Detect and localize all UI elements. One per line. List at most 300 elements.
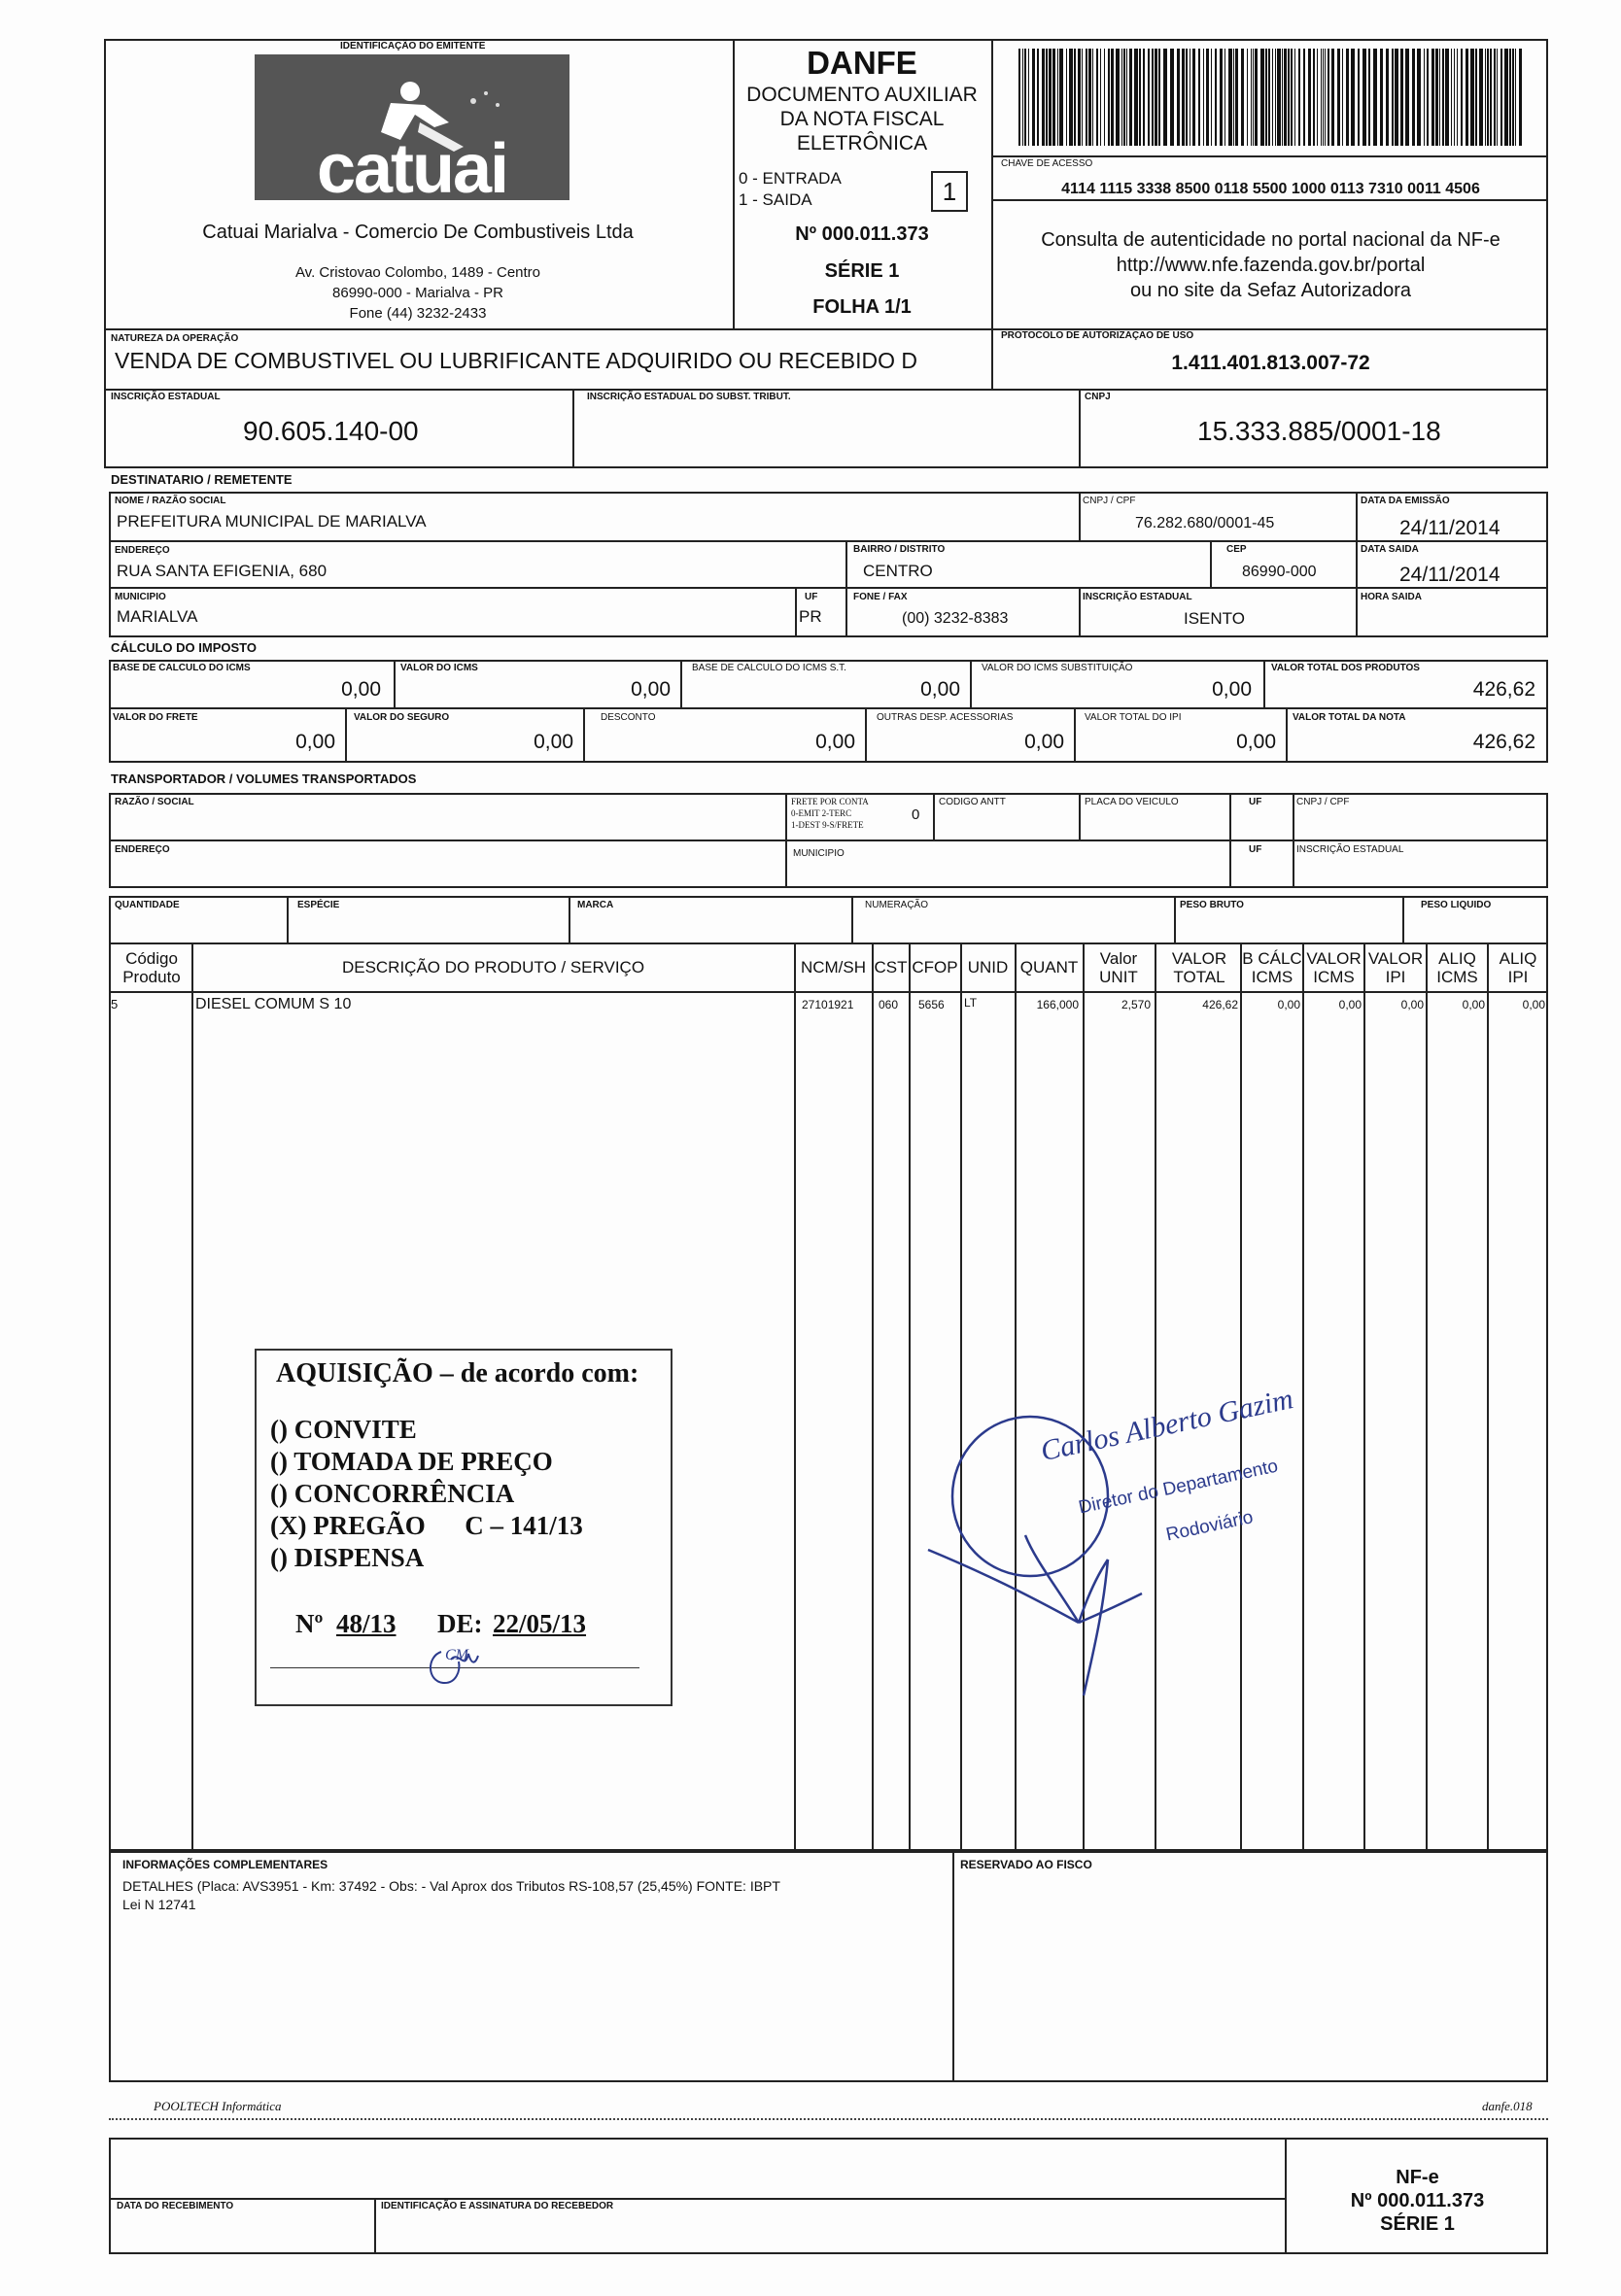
signature-name: Carlos Alberto Gazim	[1038, 1383, 1296, 1468]
barcode-bar	[1018, 49, 1020, 146]
divider	[1363, 942, 1365, 1851]
barcode-bar	[1346, 49, 1349, 146]
desconto-label: DESCONTO	[601, 712, 656, 723]
divider	[1079, 793, 1081, 840]
barcode-bar	[1148, 49, 1150, 146]
barcode-bar	[1395, 49, 1398, 146]
divider	[583, 707, 585, 763]
barcode-bar	[1515, 49, 1516, 146]
quantidade-label: QUANTIDADE	[115, 900, 180, 910]
barcode-bar	[1485, 49, 1486, 146]
stamp-option-convite: () CONVITE	[270, 1415, 417, 1444]
total-nota: 426,62	[1472, 731, 1535, 753]
barcode-bar	[1177, 49, 1180, 146]
barcode-bar	[1457, 49, 1458, 146]
barcode-bar	[1088, 49, 1091, 146]
emitente-phone: Fone (44) 3232-2433	[349, 305, 487, 322]
barcode-bar	[1431, 49, 1434, 146]
barcode-bar	[1134, 49, 1138, 146]
consulta-line-1: Consulta de autenticidade no portal nacional da NF-e	[1041, 229, 1500, 251]
frete-label: VALOR DO FRETE	[113, 712, 198, 723]
divider	[845, 587, 847, 637]
barcode-bar	[1351, 49, 1355, 146]
barcode-bar	[1337, 49, 1340, 146]
stamp-data: 22/05/13	[493, 1609, 587, 1638]
emitente-name: Catuai Marialva - Comercio De Combustiveis Ltda	[202, 222, 634, 243]
col-header-cfop: CFOP	[912, 958, 958, 977]
barcode-bar	[1082, 49, 1083, 146]
emitente-label: IDENTIFICAÇÃO DO EMITENTE	[340, 41, 486, 51]
divider	[785, 793, 787, 888]
barcode-bar	[1186, 49, 1188, 146]
barcode-bar	[1331, 49, 1334, 146]
cell-valor-ipi: 0,00	[1400, 998, 1424, 1011]
barcode-bar	[1466, 49, 1468, 146]
barcode-bar	[1504, 49, 1508, 146]
barcode-bar	[1215, 49, 1217, 146]
col-header-bc-icms: B CÁLC ICMS	[1242, 949, 1302, 986]
barcode-bar	[1291, 49, 1293, 146]
barcode-bar	[1445, 49, 1449, 146]
barcode-bar	[1121, 49, 1122, 146]
col-header-ncm: NCM/SH	[800, 958, 867, 977]
barcode-bar	[1163, 49, 1167, 146]
dest-ie-label: INSCRIÇÃO ESTADUAL	[1083, 592, 1192, 602]
divider	[680, 660, 682, 707]
frete-value: 0	[912, 806, 920, 823]
barcode-bar	[1454, 49, 1455, 146]
stamp-option-dispensa: () DISPENSA	[270, 1543, 425, 1572]
cell-aliq-ipi: 0,00	[1522, 998, 1545, 1011]
danfe-subtitle-2: DA NOTA FISCAL	[779, 108, 945, 130]
outras: 0,00	[1024, 731, 1064, 753]
total-produtos-label: VALOR TOTAL DOS PRODUTOS	[1271, 663, 1420, 673]
canhoto-nfe: NF-e	[1396, 2167, 1439, 2188]
divider	[1174, 896, 1176, 944]
cell-aliq-icms: 0,00	[1462, 998, 1485, 1011]
barcode-bar	[1275, 49, 1276, 146]
danfe-subtitle-3: ELETRÔNICA	[796, 132, 928, 154]
protocolo-label: PROTOCOLO DE AUTORIZAÇAO DE USO	[1001, 330, 1194, 341]
divider	[374, 2198, 376, 2254]
divider	[872, 942, 874, 1851]
dest-uf-label: UF	[805, 592, 818, 602]
barcode-bar	[1272, 49, 1273, 146]
barcode-bar	[1328, 49, 1329, 146]
barcode-bar	[1342, 49, 1343, 146]
dest-municipio-label: MUNICIPIO	[115, 592, 166, 602]
dest-emissao-label: DATA DA EMISSÃO	[1361, 496, 1450, 506]
transp-uf2-label: UF	[1249, 844, 1262, 855]
barcode-bar	[1143, 49, 1145, 146]
barcode-bar	[1512, 49, 1514, 146]
base-icms-label: BASE DE CALCULO DO ICMS	[113, 663, 251, 673]
barcode-bar	[1490, 49, 1492, 146]
natureza-label: NATUREZA DA OPERAÇÃO	[111, 333, 239, 344]
barcode-bar	[1224, 49, 1225, 146]
barcode-bar	[1519, 49, 1522, 146]
cell-valor-unit: 2,570	[1121, 998, 1151, 1011]
desconto: 0,00	[815, 731, 855, 753]
col-header-codigo: Código Produto	[122, 949, 181, 986]
divider	[1293, 793, 1294, 888]
total-produtos: 426,62	[1472, 678, 1535, 701]
peso-liquido-label: PESO LIQUIDO	[1421, 900, 1492, 910]
divider	[845, 540, 847, 587]
col-header-descricao: DESCRIÇÃO DO PRODUTO / SERVIÇO	[341, 958, 645, 977]
divider	[1402, 896, 1404, 944]
divider	[991, 199, 1548, 201]
barcode-bar	[1303, 49, 1305, 146]
barcode-bar	[1235, 49, 1238, 146]
danfe-folha: FOLHA 1/1	[812, 296, 912, 318]
stamp-numero-prefix: Nº	[295, 1609, 324, 1638]
cell-valor-total: 426,62	[1202, 998, 1238, 1011]
barcode-bar	[1500, 49, 1502, 146]
placa-label: PLACA DO VEICULO	[1085, 797, 1179, 807]
cell-cst: 060	[879, 998, 899, 1011]
danfe-subtitle-1: DOCUMENTO AUXILIAR	[746, 84, 978, 106]
ie-label: INSCRIÇÃO ESTADUAL	[111, 392, 221, 402]
chave-label: CHAVE DE ACESSO	[1001, 158, 1093, 169]
barcode-bar	[1277, 49, 1281, 146]
divider	[970, 660, 972, 707]
barcode-bar	[1241, 49, 1244, 146]
barcode-bar	[1228, 49, 1232, 146]
valor-icms: 0,00	[631, 678, 671, 701]
divider	[865, 707, 867, 763]
seguro-label: VALOR DO SEGURO	[354, 712, 450, 723]
barcode-bar	[1265, 49, 1267, 146]
cell-bc-icms: 0,00	[1277, 998, 1300, 1011]
barcode-bar	[1152, 49, 1154, 146]
barcode-bar	[1479, 49, 1483, 146]
col-header-aliq-ipi: ALIQ IPI	[1499, 949, 1537, 986]
barcode-bar	[1139, 49, 1141, 146]
barcode-bar	[1494, 49, 1496, 146]
cell-valor-icms: 0,00	[1338, 998, 1362, 1011]
destinatario-section: DESTINATARIO / REMETENTE	[111, 472, 293, 487]
barcode-bar	[1126, 49, 1127, 146]
frete-line-2: 0-EMIT 2-TERC	[791, 808, 852, 818]
barcode-bar	[1042, 49, 1045, 146]
barcode-bar	[1427, 49, 1429, 146]
barcode-bar	[1123, 49, 1125, 146]
barcode-bar	[1104, 49, 1105, 146]
barcode-bar	[1475, 49, 1477, 146]
barcode-bar	[1424, 49, 1425, 146]
barcode-bar	[1108, 49, 1110, 146]
barcode-bar	[1059, 49, 1063, 146]
col-header-valor-unit: Valor UNIT	[1099, 949, 1138, 986]
barcode-bar	[1268, 49, 1270, 146]
barcode-bar	[1251, 49, 1252, 146]
danfe-numero: Nº 000.011.373	[795, 223, 929, 245]
frete: 0,00	[295, 731, 335, 753]
outras-label: OUTRAS DESP. ACESSORIAS	[877, 712, 1014, 723]
barcode-bar	[1362, 49, 1366, 146]
cell-descricao: DIESEL COMUM S 10	[195, 996, 352, 1012]
barcode-bar	[1317, 49, 1318, 146]
col-header-valor-ipi: VALOR IPI	[1367, 949, 1424, 986]
divider	[109, 840, 1548, 841]
cell-ncm: 27101921	[802, 998, 854, 1011]
barcode-bar	[1461, 49, 1463, 146]
consulta-line-2: http://www.nfe.fazenda.gov.br/portal	[1116, 255, 1426, 276]
barcode-bar	[1417, 49, 1421, 146]
barcode-bar	[1412, 49, 1415, 146]
transp-uf-label: UF	[1249, 797, 1262, 807]
dest-ie: ISENTO	[1184, 609, 1245, 628]
barcode-bar	[1198, 49, 1200, 146]
ie-value: 90.605.140-00	[243, 416, 419, 446]
divider	[1229, 793, 1231, 888]
barcode-bar	[1182, 49, 1185, 146]
peso-bruto-label: PESO BRUTO	[1180, 900, 1244, 910]
base-st: 0,00	[920, 678, 960, 701]
danfe-tipo: 1	[931, 171, 968, 212]
barcode-bar	[1096, 49, 1098, 146]
barcode-bar	[1155, 49, 1157, 146]
barcode-bar	[1392, 49, 1394, 146]
iest-label: INSCRIÇÃO ESTADUAL DO SUBST. TRIBUT.	[587, 392, 791, 402]
barcode-bar	[1192, 49, 1195, 146]
barcode-bar	[1203, 49, 1204, 146]
imposto-section: CÁLCULO DO IMPOSTO	[111, 640, 257, 655]
barcode-bar	[1400, 49, 1403, 146]
divider	[1210, 540, 1212, 587]
barcode-bar	[1092, 49, 1093, 146]
barcode-bar	[1358, 49, 1360, 146]
divider	[795, 587, 797, 637]
divider	[345, 707, 347, 763]
divider	[1356, 492, 1358, 637]
transp-ie-label: INSCRIÇÃO ESTADUAL	[1296, 844, 1404, 855]
barcode-bar	[1253, 49, 1254, 146]
divider	[733, 39, 735, 330]
dest-cep-label: CEP	[1226, 544, 1247, 555]
danfe-saida: 1 - SAIDA	[739, 190, 812, 209]
barcode-bar	[1129, 49, 1132, 146]
seguro: 0,00	[534, 731, 573, 753]
divider	[109, 991, 1548, 993]
divider	[1302, 942, 1304, 1851]
divider	[1079, 492, 1081, 540]
danfe-entrada: 0 - ENTRADA	[739, 169, 842, 188]
barcode-bar	[1028, 49, 1029, 146]
stamp-option-pregao: (X) PREGÃO C – 141/13	[270, 1511, 583, 1540]
barcode-bar	[1282, 49, 1283, 146]
base-st-label: BASE DE CALCULO DO ICMS S.T.	[692, 663, 846, 673]
dest-municipio: MARIALVA	[117, 607, 198, 626]
barcode-bar	[1451, 49, 1452, 146]
divider	[394, 660, 396, 707]
dest-nome: PREFEITURA MUNICIPAL DE MARIALVA	[117, 512, 427, 531]
dest-emissao: 24/11/2014	[1399, 517, 1500, 539]
barcode-bar	[1170, 49, 1174, 146]
razao-label: RAZÃO / SOCIAL	[115, 797, 194, 807]
barcode-bar	[1052, 49, 1055, 146]
divider	[569, 896, 570, 944]
divider	[1079, 587, 1081, 637]
barcode-bar	[1066, 49, 1067, 146]
barcode-bar	[1368, 49, 1370, 146]
cnpj-value: 15.333.885/0001-18	[1197, 416, 1441, 446]
col-header-cst: CST	[874, 958, 908, 977]
barcode-bar	[1024, 49, 1026, 146]
barcode-bar	[1158, 49, 1160, 146]
barcode-bar	[1086, 49, 1087, 146]
stamp-option-tomada: () TOMADA DE PREÇO	[270, 1447, 553, 1476]
danfe-title: DANFE	[807, 45, 917, 81]
barcode-bar	[1022, 49, 1023, 146]
divider	[191, 942, 193, 1851]
barcode-bar	[1405, 49, 1409, 146]
dest-endereco: RUA SANTA EFIGENIA, 680	[117, 562, 328, 580]
divider	[572, 389, 574, 468]
numeracao-label: NUMERAÇÃO	[865, 900, 929, 910]
barcode-bar	[1032, 49, 1035, 146]
divider	[1074, 707, 1076, 763]
emitente-address: Av. Cristovao Colombo, 1489 - Centro	[294, 264, 541, 281]
software-credit: POOLTECH Informática	[154, 2099, 282, 2113]
natureza-value: VENDA DE COMBUSTIVEL OU LUBRIFICANTE ADQUIRIDO OU RECEBIDO D	[115, 348, 918, 373]
barcode-bar	[1049, 49, 1052, 146]
barcode-bar	[1111, 49, 1114, 146]
chave-value: 4114 1115 3338 8500 0118 5500 1000 0113 7310 0011 4506	[1061, 181, 1480, 197]
barcode-bar	[1255, 49, 1258, 146]
dest-cep: 86990-000	[1242, 564, 1317, 580]
cnpj-label: CNPJ	[1085, 392, 1111, 402]
dest-saida-label: DATA SAIDA	[1361, 544, 1419, 555]
total-nota-label: VALOR TOTAL DA NOTA	[1293, 712, 1406, 723]
barcode-bar	[1323, 49, 1324, 146]
barcode-bar	[1313, 49, 1315, 146]
transp-cnpj-label: CNPJ / CPF	[1296, 797, 1350, 807]
consulta-line-3: ou no site da Sefaz Autorizadora	[1129, 280, 1412, 301]
tear-line	[109, 2118, 1548, 2120]
divider	[991, 155, 1548, 157]
ipi: 0,00	[1236, 731, 1276, 753]
barcode-bar	[1057, 49, 1058, 146]
col-header-valor-icms: VALOR ICMS	[1306, 949, 1362, 986]
divider	[1079, 389, 1081, 468]
barcode-bar	[1321, 49, 1322, 146]
barcode-bar	[1069, 49, 1073, 146]
emitente-cep-city: 86990-000 - Marialva - PR	[332, 285, 503, 301]
divider	[287, 896, 289, 944]
dest-fone-label: FONE / FAX	[853, 592, 908, 602]
barcode-bar	[1308, 49, 1311, 146]
fisco-label: RESERVADO AO FISCO	[960, 1858, 1092, 1871]
signature-dept: Rodoviário	[1164, 1507, 1256, 1546]
frete-line-3: 1-DEST 9-S/FRETE	[791, 820, 864, 830]
stamp-title: AQUISIÇÃO – de acordo com:	[276, 1358, 639, 1388]
dest-hora-label: HORA SAIDA	[1361, 592, 1422, 602]
divider	[109, 587, 1548, 589]
barcode-bar	[1497, 49, 1498, 146]
dest-nome-label: NOME / RAZÃO SOCIAL	[115, 496, 226, 506]
barcode-bar	[1078, 49, 1081, 146]
barcode-bar	[1074, 49, 1076, 146]
cell-quant: 166,000	[1036, 998, 1079, 1011]
marca-label: MARCA	[577, 900, 614, 910]
divider	[1286, 707, 1288, 763]
form-code: danfe.018	[1482, 2099, 1533, 2113]
barcode-bar	[1325, 49, 1326, 146]
dest-bairro: CENTRO	[863, 562, 933, 580]
barcode-bar	[1386, 49, 1389, 146]
barcode	[1018, 49, 1524, 146]
barcode-bar	[1233, 49, 1234, 146]
assinatura-label: IDENTIFICAÇÃO E ASSINATURA DO RECEBEDOR	[381, 2201, 614, 2211]
especie-label: ESPÉCIE	[297, 900, 340, 910]
valor-st: 0,00	[1212, 678, 1252, 701]
antt-label: CODIGO ANTT	[939, 797, 1006, 807]
barcode-bar	[1037, 49, 1039, 146]
recebimento-label: DATA DO RECEBIMENTO	[117, 2201, 234, 2211]
dest-cnpj-label: CNPJ / CPF	[1083, 496, 1136, 506]
protocolo-value: 1.411.401.813.007-72	[1171, 352, 1370, 374]
transp-municipio-label: MUNICIPIO	[793, 848, 845, 859]
col-header-quant: QUANT	[1019, 958, 1079, 977]
transportador-section: TRANSPORTADOR / VOLUMES TRANSPORTADOS	[111, 771, 417, 786]
dest-fone: (00) 3232-8383	[902, 610, 1009, 627]
barcode-bar	[1294, 49, 1295, 146]
col-header-valor-total: VALOR TOTAL	[1171, 949, 1227, 986]
divider	[1426, 942, 1428, 1851]
base-icms: 0,00	[341, 678, 381, 701]
cell-codigo: 5	[111, 997, 119, 1011]
danfe-serie: SÉRIE 1	[824, 260, 900, 282]
col-header-aliq-icms: ALIQ ICMS	[1436, 949, 1478, 986]
logo-text: catuai	[316, 130, 508, 208]
aquisicao-stamp	[255, 1349, 673, 1706]
info-line-2: Lei N 12741	[122, 1897, 196, 1912]
barcode-bar	[1116, 49, 1120, 146]
barcode-bar	[1220, 49, 1223, 146]
barcode-bar	[1373, 49, 1377, 146]
barcode-bar	[1442, 49, 1444, 146]
barcode-bar	[1211, 49, 1212, 146]
canhoto-serie: SÉRIE 1	[1380, 2213, 1455, 2235]
canhoto-numero: Nº 000.011.373	[1350, 2190, 1485, 2211]
cell-unid: LT	[964, 996, 978, 1010]
divider	[952, 1851, 954, 2082]
valor-st-label: VALOR DO ICMS SUBSTITUIÇÃO	[982, 663, 1133, 673]
ipi-label: VALOR TOTAL DO IPI	[1085, 712, 1182, 723]
dest-bairro-label: BAIRRO / DISTRITO	[853, 544, 946, 555]
barcode-bar	[1380, 49, 1383, 146]
barcode-bar	[1470, 49, 1474, 146]
divider	[109, 707, 1548, 709]
dest-saida: 24/11/2014	[1399, 564, 1500, 586]
divider	[1263, 660, 1265, 707]
stamp-option-concorrencia: () CONCORRÊNCIA	[270, 1479, 515, 1508]
barcode-bar	[1509, 49, 1511, 146]
info-line-1: DETALHES (Placa: AVS3951 - Km: 37492 - Obs: - Val Aprox dos Tributos RS-108,57 (25,45%) FONTE: IBPT	[122, 1878, 780, 1894]
stamp-numero: 48/13	[336, 1609, 397, 1638]
stamp-initials: CM	[445, 1647, 468, 1663]
divider	[794, 942, 796, 1851]
barcode-bar	[1100, 49, 1101, 146]
barcode-bar	[1487, 49, 1489, 146]
signature-role: Diretor do Departamento	[1077, 1456, 1280, 1519]
stamp-de-prefix: DE:	[437, 1609, 483, 1638]
barcode-bar	[1439, 49, 1440, 146]
divider	[933, 793, 935, 840]
divider	[1487, 942, 1489, 1851]
